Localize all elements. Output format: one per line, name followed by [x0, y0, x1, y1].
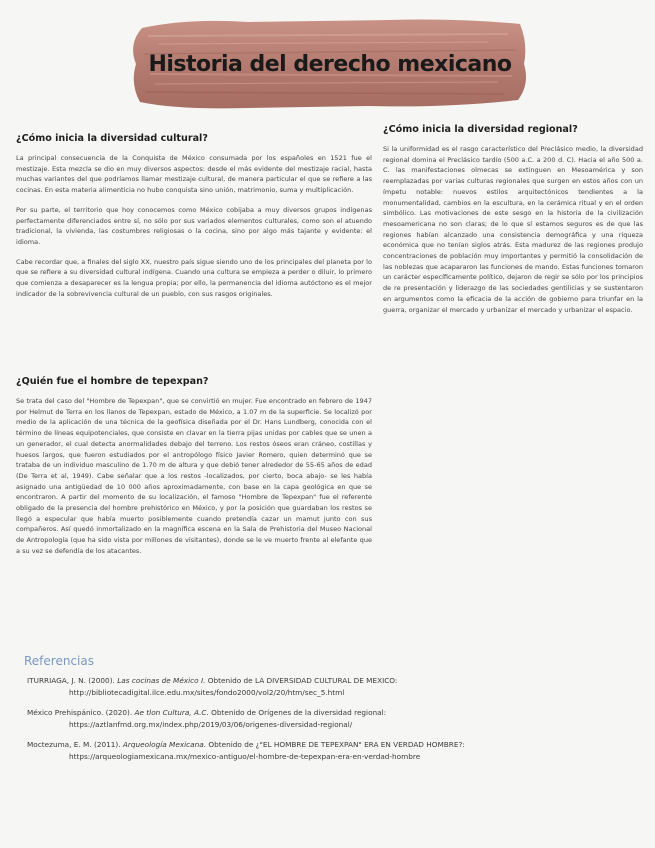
references-title: Referencias: [24, 654, 94, 668]
reference-italic: Ae tlon Cultura, A.C.: [134, 708, 209, 717]
reference-url[interactable]: https://aztlanfmd.org.mx/index.php/2019/03/06/origenes-diversidad-regional/: [69, 719, 353, 729]
section-regional-diversity: [383, 124, 643, 324]
paragraph: Cabe recordar que, a finales del siglo XX, nuestro país sigue siendo uno de los principales del planeta por lo que se refiere a su diversidad cultural indígena. Cuando una cultura se empieza a perder o diluir, lo primero que comienza a desaparecer es la lengua propia; por ello, la permanencia del idioma autóctono es el mejor indicador de la sobrevivencia cultural de un pueblo, con sus rasgos originales.: [16, 257, 372, 298]
reference-italic: Arqueología Mexicana.: [122, 740, 207, 749]
heading-tepexpan: ¿Quién fue el hombre de tepexpan?: [16, 376, 209, 387]
paragraph: Se trata del caso del "Hombre de Tepexpan", que se convirtió en mujer. Fue encontrado en febrero de 1947 por Helmut de Terra en los llanos de Tepexpan, estado de México, a 1.07 m de la superficie. Se localizó por medio de la aplicación de una técnica de la geofísica diseñada por el Dr. Hans Lundberg, conocida con el término de líneas equipotenciales, que consiste en clavar en la tierra pijas unidas por cables que se unen a un generador, el cual detecta anormalidades debajo del terreno. Los restos óseos eran cráneo, costillas y huesos largos, que fueron estudiados por el antropólogo físico Javier Romero, quien determinó que se trataba de un individuo masculino de 1.70 m de altura y que debió tener alrededor de 55-65 años de edad (De Terra et al, 1949). Cabe señalar que a los restos -localizados, por cierto, boca abajo- se les había asignado una antigüedad de 10 000 años aproximadamente, con base en la capa geológica en que se encontraron. A partir del momento de su localización, el famoso "Hombre de Tepexpan" fue el referente obligado de la presencia del hombre prehistórico en México, y por la posición que guardaban los restos se llegó a especular que había muerto posiblemente cuando pretendía cazar un mamut junto con sus compañeros. Así quedó inmortalizado en la magnífica escena en la Sala de Prehistoria del Museo Nacional de Antropología (que ha sido vista por millones de visitantes), donde se le ve muerto frente al elefante que a su vez se defendía de los atacantes.: [16, 397, 372, 555]
reference-prefix: Moctezuma, E. M. (2011).: [27, 740, 123, 749]
reference-url[interactable]: https://arqueologiamexicana.mx/mexico-antiguo/el-hombre-de-tepexpan-era-en-verdad-hombre: [69, 751, 421, 761]
paragraph: Por su parte, el territorio que hoy conocemos como México cobijaba a muy diversos grupos indígenas perfectamente diferenciados entre sí, no sólo por sus variados elementos culturales, como son el atuendo tradicional, la vivienda, las costumbres religiosas o la cocina, sino por algo más tajante y evidente: el idioma.: [16, 205, 372, 246]
title-banner: [128, 14, 532, 112]
references-list: [27, 675, 627, 771]
page-title: Historia del derecho mexicano: [148, 52, 512, 77]
paragraph: Si la uniformidad es el rasgo característico del Preclásico medio, la diversidad regional domina el Preclásico tardío (500 a.C. a 200 d. C). Hacia el año 500 a. C. las manifestaciones olmecas se extinguen en Mesoamérica y son reemplazadas por varias culturas regionales que surgen en estos años con un ímpetu notable: nuevos estilos arquitectónicos tendientes a la monumentalidad, cambios en la escultura, en la cerámica ritual y en el orden simbólico. Las motivaciones de este sesgo en la historia de la civilización mesoamericana no son claras; de lo que sí estamos seguros es de que las regiones habían alcanzado una consistencia demográfica y una riqueza económica que no tenían siglos atrás. Esta madurez de las regiones produjo concentraciones de población muy importantes y permitió la consolidación de las noblezas que acapararon las funciones de mando. Estas funciones tomaron un carácter específicamente político, dejaron de regir se sólo por los principios de re presentación y liderazgo de las sociedades gentilicias y se sustentaron en argumentos como la eficacia de la acción de gobierno para triunfar en la guerra, organizar el mercado y urbanizar el mercado y urbanizar el espacio.: [383, 145, 643, 314]
reference-item: [27, 739, 627, 762]
reference-suffix: Obtenido de ¿"EL HOMBRE DE TEPEXPAN" ERA EN VERDAD HOMBRE?:: [206, 740, 465, 749]
reference-item: [27, 707, 627, 730]
reference-prefix: México Prehispánico. (2020).: [27, 708, 135, 717]
heading-regional-diversity: ¿Cómo inicia la diversidad regional?: [383, 124, 578, 135]
reference-url[interactable]: http://bibliotecadigital.ilce.edu.mx/sites/fondo2000/vol2/20/htm/sec_5.html: [69, 687, 345, 697]
section-tepexpan: [16, 376, 372, 566]
reference-prefix: ITURRIAGA, J. N. (2000).: [27, 676, 118, 685]
reference-suffix: Obtenido de LA DIVERSIDAD CULTURAL DE MEXICO:: [205, 676, 398, 685]
section-cultural-diversity: [16, 133, 372, 308]
heading-cultural-diversity: ¿Cómo inicia la diversidad cultural?: [16, 133, 208, 144]
paragraph: La principal consecuencia de la Conquista de México consumada por los españoles en 1521 fue el mestizaje. Esta mezcla se dio en muy diversos aspectos: desde el más evidente del mestizaje racial, hasta muchas variantes del que podríamos llamar mestizaje cultural, de manera particular el que se refiere a las cocinas. En esta materia alimenticia no hubo conquista sino unión, matrimonio, suma y multiplicación.: [16, 154, 372, 195]
reference-italic: Las cocinas de México I.: [117, 676, 206, 685]
reference-item: [27, 675, 627, 698]
reference-suffix: Obtenido de Orígenes de la diversidad regional:: [208, 708, 387, 717]
